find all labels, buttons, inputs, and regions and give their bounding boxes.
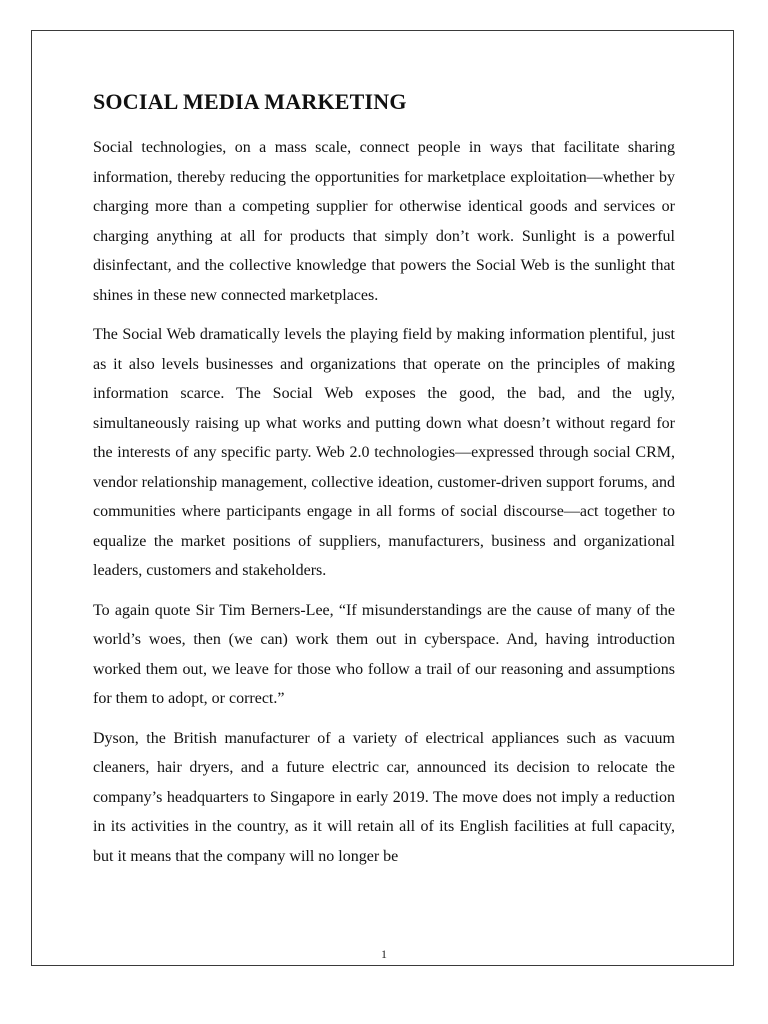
page-number: 1 xyxy=(381,947,387,961)
document-body xyxy=(93,88,675,881)
paragraph-dyson: Dyson, the British manufacturer of a variety of electrical appliances such as vacuum cleaners, hair dryers, and a future electric car, announced its decision to relocate the company’s headquarters to Singapore in early 2019. The move does not imply a reduction in its activities in the country, as it will retain all of its English facilities at full capacity, but it means that the company will no longer be xyxy=(93,729,675,865)
document-title: SOCIAL MEDIA MARKETING xyxy=(93,89,407,114)
paragraph-social-web: The Social Web dramatically levels the playing field by making information plentiful, just as it also levels businesses and organizations that operate on the principles of making information scarce. The Social Web exposes the good, the bad, and the ugly, simultaneously raising up what works and putting down what doesn’t without regard for the interests of any specific party. Web 2.0 technologies—expressed through social CRM, vendor relationship management, collective ideation, customer-driven support forums, and communities where participants engage in all forms of social discourse—act together to equalize the market positions of suppliers, manufacturers, business and organizational leaders, customers and stakeholders. xyxy=(93,326,675,579)
paragraph-social-technologies: Social technologies, on a mass scale, connect people in ways that facilitate sharing information, thereby reducing the opportunities for marketplace exploitation—whether by charging more than a competing supplier for otherwise identical goods and services or charging anything at all for products that simply don’t work. Sunlight is a powerful disinfectant, and the collective knowledge that powers the Social Web is the sunlight that shines in these new connected marketplaces. xyxy=(93,139,675,304)
paragraph-berners-lee-quote: To again quote Sir Tim Berners-Lee, “If misunderstandings are the cause of many of the world’s woes, then (we can) work them out in cyberspace. And, having introduction worked them out, we leave for those who follow a trail of our reasoning and assumptions for them to adopt, or correct.” xyxy=(93,601,675,707)
